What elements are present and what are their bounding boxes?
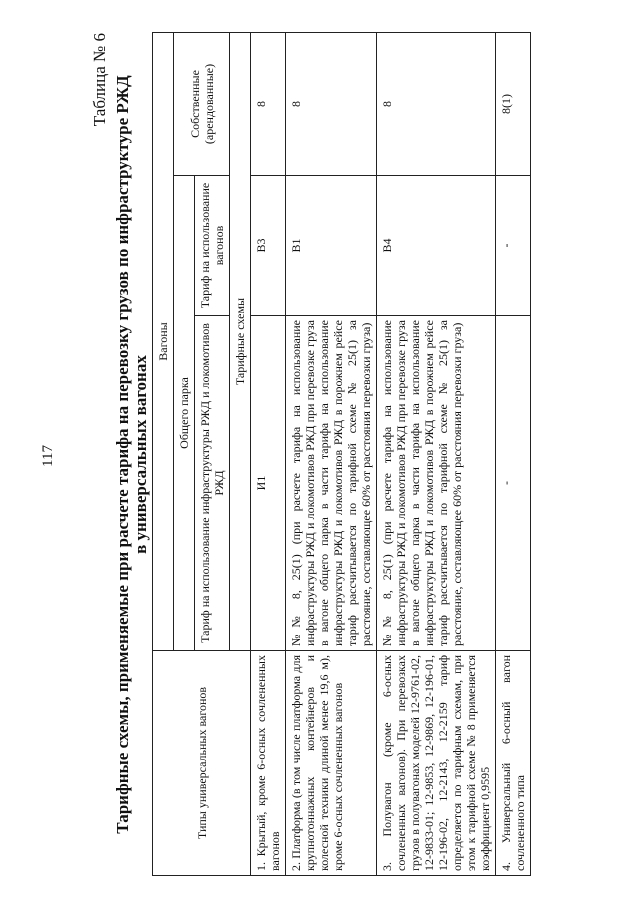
row-type: 1. Крытый, кроме 6-осных сочлененных вагонов xyxy=(251,651,286,876)
row-own: 8 xyxy=(251,33,286,176)
row-type: 2. Платформа (в том числе платформа для крупнотоннажных контейнеров и колесной техники длиной менее 19,6 м), кроме 6-осных сочлененных вагонов xyxy=(286,651,377,876)
row-wagon: - xyxy=(496,176,531,316)
row-wagon: В1 xyxy=(286,176,377,316)
row-own: 8(1) xyxy=(496,33,531,176)
table-number: Таблица № 6 xyxy=(90,33,109,127)
header-wagon-tariff: Тариф на использование вагонов xyxy=(195,176,230,316)
table-title xyxy=(114,33,150,876)
table-row xyxy=(251,33,286,876)
table-row xyxy=(286,33,377,876)
row-infra: И1 xyxy=(251,316,286,651)
header-own: Собственные (арендованные) xyxy=(174,33,230,176)
rotated-page-content xyxy=(90,33,615,876)
row-own: 8 xyxy=(377,33,496,176)
table-row xyxy=(377,33,496,876)
row-type: 3. Полувагон (кроме 6-осных сочлененных вагонов). При перевозках грузов в полувагонах моделей 12-9761-02, 12-9833-01; 12-9853, 12-9869, 12-196-01, 12-196-02, 12-2143, 12-2159 тариф определяется по тарифным схемам, при этом к тарифной схеме № 8 применяется коэффициент 0,9595 xyxy=(377,651,496,876)
row-infra: №№ 8, 25(1) (при расчете тарифа на использование инфраструктуры РЖД и локомотивов РЖД при перевозке груза в вагоне общего парка в части тарифа на использование инфраструктуры РЖД и локомотивов РЖД в порожнем рейсе тариф рассчитывается по тарифной схеме № 25(1) за расстояние, составляющее 60% от расстояния перевозки груза) xyxy=(286,316,377,651)
table-row xyxy=(496,33,531,876)
header-general-park: Общего парка xyxy=(174,176,195,651)
tariff-table xyxy=(152,32,531,876)
header-wagons: Вагоны xyxy=(153,33,174,651)
page-number: 117 xyxy=(40,445,56,467)
title-line-2: в универсальных вагонах xyxy=(131,355,150,554)
header-infra-tariff: Тариф на использование инфраструктуры РЖД и локомотивов РЖД xyxy=(195,316,230,651)
title-line-1: Тарифные схемы, применяемые при расчете тарифа на перевозку грузов по инфраструктуре РЖД xyxy=(113,75,132,834)
row-infra: №№ 8, 25(1) (при расчете тарифа на использование инфраструктуры РЖД и локомотивов РЖД при перевозке груза в вагоне общего парка в части тарифа на использование инфраструктуры РЖД и локомотивов РЖД в порожнем рейсе тариф рассчитывается по тарифной схеме № 25(1) за расстояние, составляющее 60% от расстояния перевозки груза) xyxy=(377,316,496,651)
header-types: Типы универсальных вагонов xyxy=(153,651,251,876)
row-own: 8 xyxy=(286,33,377,176)
row-wagon: В4 xyxy=(377,176,496,316)
row-infra: - xyxy=(496,316,531,651)
table-caption xyxy=(90,33,150,876)
header-tariff-schemes: Тарифные схемы xyxy=(230,33,251,651)
row-wagon: В3 xyxy=(251,176,286,316)
row-type: 4. Универсальный 6-осный вагон сочлененного типа xyxy=(496,651,531,876)
